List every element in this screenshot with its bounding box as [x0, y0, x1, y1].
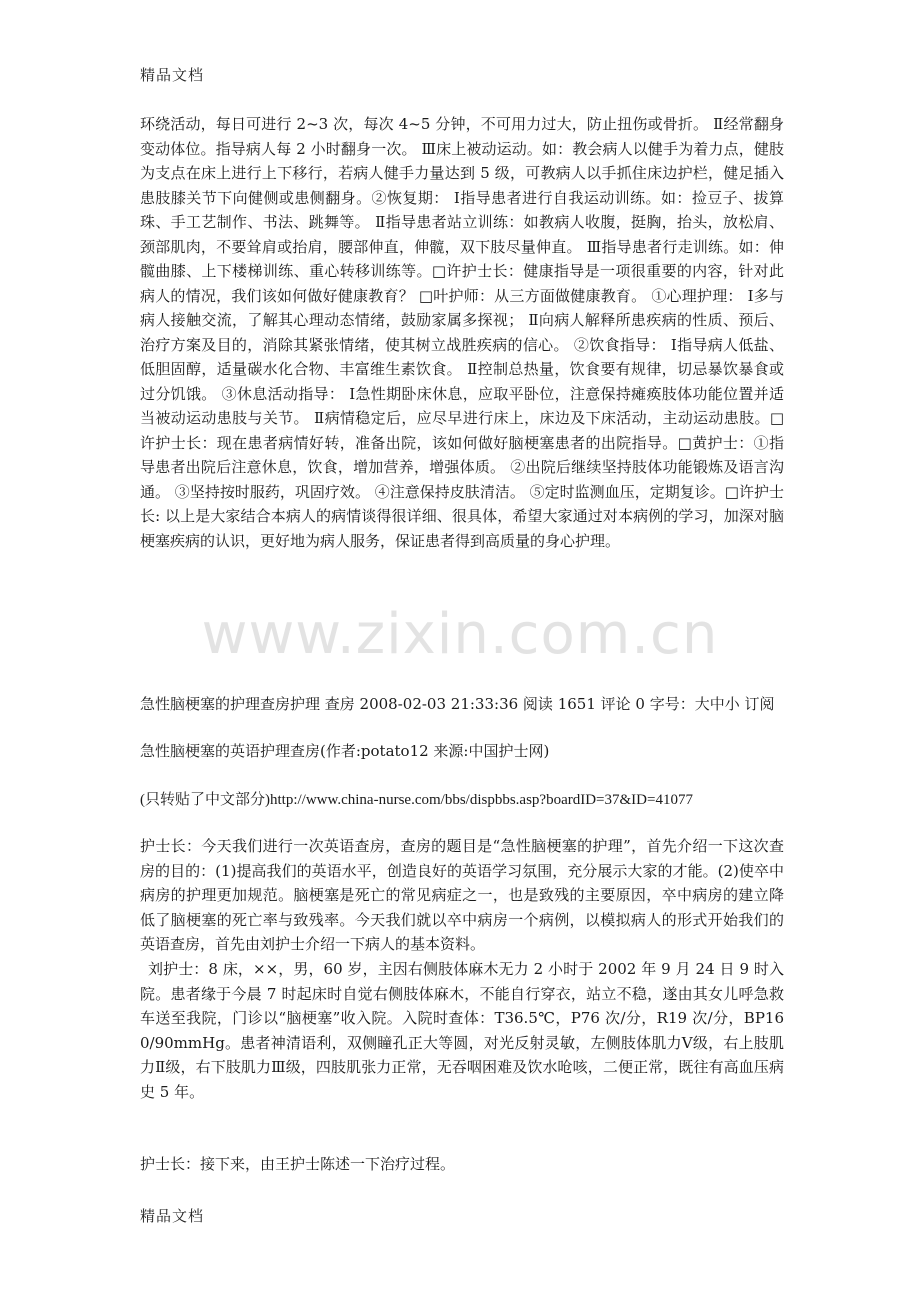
article-meta-line: 急性脑梗塞的护理查房护理 查房 2008-02-03 21:33:36 阅读 1651 评论 0 字号：大中小 订阅 [140, 695, 775, 713]
page-footer-mark: 精品文档 [140, 1207, 205, 1225]
body-paragraph-1: 环绕活动，每日可进行 2~3 次，每次 4~5 分钟，不可用力过大，防止扭伤或骨折。 Ⅱ经常翻身变动体位。指导病人每 2 小时翻身一次。 Ⅲ床上被动运动。如：教会病人以健手为着力点，健肢为支点在床上进行上下移行，若病人健手力量达到 5 级，可教病人以手抓住床边护栏，健足插入患肢膝关节下向健侧或患侧翻身。②恢复期： Ⅰ指导患者进行自我运动训练。如：捡豆子、拔算珠、手工艺制作、书法、跳舞等。 Ⅱ指导患者站立训练：如教病人收腹，挺胸，抬头，放松肩、颈部肌肉，不要耸肩或抬肩，腰部伸直，伸髋，双下肢尽量伸直。 Ⅲ指导患者行走训练。如：伸髋曲膝、上下楼梯训练、重心转移训练等。□许护士长：健康指导是一项很重要的内容，针对此病人的情况，我们该如何做好健康教育？ □叶护师：从三方面做健康教育。 ①心理护理： Ⅰ多与病人接触交流，了解其心理动态情绪，鼓励家属多探视； Ⅱ向病人解释所患疾病的性质、预后、治疗方案及目的，消除其紧张情绪，使其树立战胜疾病的信心。 ②饮食指导： Ⅰ指导病人低盐、低胆固醇，适量碳水化合物、丰富维生素饮食。 Ⅱ控制总热量，饮食要有规律，切忌暴饮暴食或过分饥饿。 ③休息活动指导： Ⅰ急性期卧床休息，应取平卧位，注意保持瘫痪肢体功能位置并适当被动运动患肢与关节。 Ⅱ病情稳定后，应尽早进行床上，床边及下床活动，主动运动患肢。□许护士长：现在患者病情好转，准备出院，该如何做好脑梗塞患者的出院指导。□黄护士：①指导患者出院后注意休息，饮食，增加营养，增强体质。 ②出院后继续坚持肢体功能锻炼及语言沟通。 ③坚持按时服药，巩固疗效。 ④注意保持皮肤清洁。 ⑤定时监测血压，定期复诊。□许护士长: 以上是大家结合本病人的病情谈得很详细、很具体，希望大家通过对本病例的学习，加深对脑梗塞疾病的认识，更好地为病人服务，保证患者得到高质量的身心护理。 [140, 115, 784, 550]
body-paragraph-3: 刘护士：8 床，××，男，60 岁，主因右侧肢体麻木无力 2 小时于 2002 年 9 月 24 日 9 时入院。患者缘于今晨 7 时起床时自觉右侧肢体麻木，不能自行穿衣，站立不稳，遂由其女儿呼急救车送至我院，门诊以“脑梗塞”收入院。入院时查体：T36.5℃，P76 次/分，R19 次/分，BP160/90mmHg。患者神清语利，双侧瞳孔正大等圆，对光反射灵敏，左侧肢体肌力Ⅴ级，右上肢肌力Ⅱ级，右下肢肌力Ⅲ级，四肢肌张力正常，无吞咽困难及饮水呛咳，二便正常，既往有高血压病史 5 年。 [140, 960, 784, 1101]
article-source-line: 急性脑梗塞的英语护理查房(作者:potato12 来源:中国护士网) [140, 742, 550, 760]
body-paragraph-4: 护士长：接下来，由王护士陈述一下治疗过程。 [140, 1155, 456, 1173]
page-header-mark: 精品文档 [140, 66, 205, 84]
watermark: www.zixin.com.cn [201, 602, 719, 667]
repost-link-line: (只转贴了中文部分)http://www.china-nurse.com/bbs/dispbbs.asp?boardID=37&ID=41077 [140, 792, 693, 808]
body-paragraph-2: 护士长：今天我们进行一次英语查房，查房的题目是“急性脑梗塞的护理”，首先介绍一下这次查房的目的：(1)提高我们的英语水平，创造良好的英语学习氛围，充分展示大家的才能。(2)使卒中病房的护理更加规范。脑梗塞是死亡的常见病症之一，也是致残的主要原因，卒中病房的建立降低了脑梗塞的死亡率与致残率。今天我们就以卒中病房一个病例，以模拟病人的形式开始我们的英语查房，首先由刘护士介绍一下病人的基本资料。 [140, 837, 784, 953]
